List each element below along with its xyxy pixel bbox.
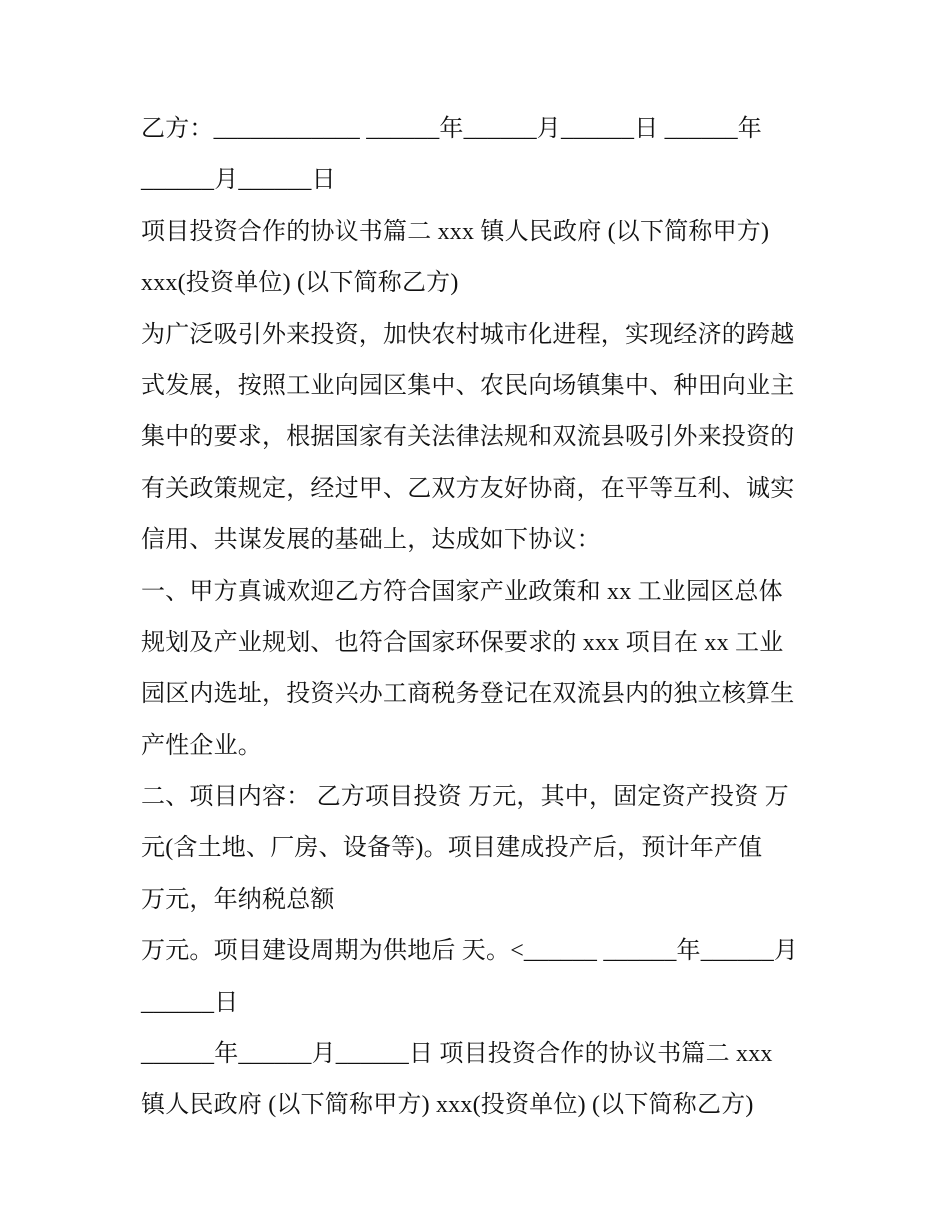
text-line: 万元，年纳税总额 bbox=[141, 886, 335, 913]
text-line: 万元。项目建设周期为供地后 天。<______ ______年______月 bbox=[141, 938, 799, 965]
text-line: 规划及产业规划、也符合国家环保要求的 xxx 项目在 xx 工业 bbox=[141, 629, 784, 656]
text-line: 为广泛吸引外来投资，加快农村城市化进程，实现经济的跨越 bbox=[141, 321, 795, 348]
text-line: ______年______月______日 项目投资合作的协议书篇二 xxx bbox=[141, 1041, 773, 1068]
text-line: 式发展，按照工业向园区集中、农民向场镇集中、种田向业主 bbox=[141, 372, 795, 399]
text-line: 乙方：____________ ______年______月______日 ______年 bbox=[141, 116, 762, 142]
text-line: 集中的要求，根据国家有关法律法规和双流县吸引外来投资的 bbox=[141, 424, 795, 451]
text-line: 元(含土地、厂房、设备等)。项目建成投产后，预计年产值 bbox=[141, 835, 763, 862]
text-line: 有关政策规定，经过甲、乙双方友好协商，在平等互利、诚实 bbox=[141, 475, 795, 502]
text-line: xxx(投资单位) (以下简称乙方) bbox=[141, 270, 459, 297]
text-line: 二、项目内容： 乙方项目投资 万元，其中，固定资产投资 万 bbox=[141, 784, 789, 811]
document-body bbox=[141, 104, 821, 1132]
text-line: 产性企业。 bbox=[141, 732, 262, 759]
text-line: 一、甲方真诚欢迎乙方符合国家产业政策和 xx 工业园区总体 bbox=[141, 578, 783, 605]
text-line: 园区内选址，投资兴办工商税务登记在双流县内的独立核算生 bbox=[141, 681, 795, 708]
text-line: ______日 bbox=[141, 989, 239, 1016]
text-line: ______月______日 bbox=[141, 167, 336, 194]
text-line: 项目投资合作的协议书篇二 xxx 镇人民政府 (以下简称甲方) bbox=[141, 218, 770, 245]
text-line: 镇人民政府 (以下简称甲方) xxx(投资单位) (以下简称乙方) bbox=[141, 1092, 754, 1119]
text-line: 信用、共谋发展的基础上，达成如下协议： bbox=[141, 527, 601, 554]
